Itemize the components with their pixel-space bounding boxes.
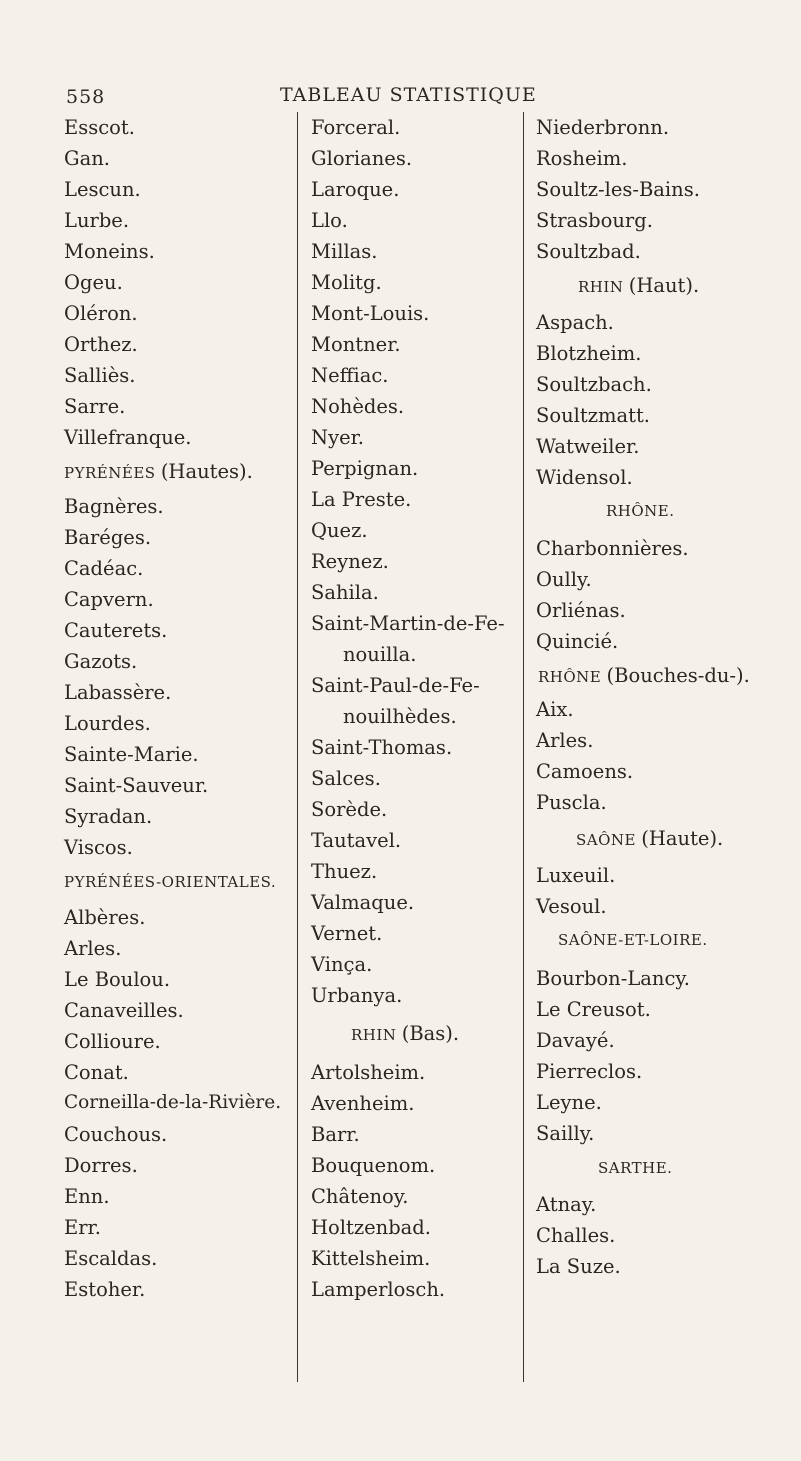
- list-item: Holtzenbad.: [311, 1216, 431, 1239]
- list-item: Leyne.: [536, 1091, 602, 1114]
- list-item: Valmaque.: [311, 891, 415, 914]
- list-item: Quincié.: [536, 630, 619, 653]
- list-item: Thuez.: [311, 860, 378, 883]
- list-item: Couchous.: [64, 1123, 168, 1146]
- list-item: Soultzmatt.: [536, 404, 650, 427]
- list-item: Saint-Sauveur.: [64, 774, 209, 797]
- list-item: Orliénas.: [536, 599, 626, 622]
- list-item: Nohèdes.: [311, 395, 405, 418]
- list-item: Ogeu.: [64, 271, 123, 294]
- list-item: Baréges.: [64, 526, 152, 549]
- list-item: Saint-Paul-de-Fe-: [311, 674, 480, 697]
- list-item: Forceral.: [311, 116, 401, 139]
- list-item: Sailly.: [536, 1122, 595, 1145]
- list-item: Pierreclos.: [536, 1060, 643, 1083]
- list-item: Luxeuil.: [536, 864, 616, 887]
- list-item: Davayé.: [536, 1029, 615, 1052]
- list-item: Albères.: [64, 906, 146, 929]
- list-item: Err.: [64, 1216, 101, 1239]
- list-item: Soultzbach.: [536, 373, 652, 396]
- list-item: Blotzheim.: [536, 342, 642, 365]
- list-item: Vernet.: [311, 922, 383, 945]
- list-item: Corneilla-de-la-Rivière.: [64, 1092, 282, 1113]
- list-item: La Suze.: [536, 1255, 621, 1278]
- list-item: Soultz-les-Bains.: [536, 178, 700, 201]
- list-item: Camoens.: [536, 760, 634, 783]
- list-item: Cadéac.: [64, 557, 144, 580]
- section-heading: RHIN (Haut).: [578, 274, 700, 297]
- list-item: Estoher.: [64, 1278, 146, 1301]
- list-item: Lamperlosch.: [311, 1278, 446, 1301]
- list-item: Watweiler.: [536, 435, 640, 458]
- list-item: Bouquenom.: [311, 1154, 436, 1177]
- list-item: Sorède.: [311, 798, 388, 821]
- list-item: Widensol.: [536, 466, 633, 489]
- list-item: Strasbourg.: [536, 209, 653, 232]
- list-item: Gan.: [64, 147, 110, 170]
- list-item: Moneins.: [64, 240, 155, 263]
- section-heading: SAÔNE-ET-LOIRE.: [558, 931, 708, 949]
- list-item: Llo.: [311, 209, 348, 232]
- list-item: Aix.: [536, 698, 574, 721]
- list-item: Rosheim.: [536, 147, 628, 170]
- list-item: Lurbe.: [64, 209, 130, 232]
- list-item: Glorianes.: [311, 147, 413, 170]
- list-item: Sarre.: [64, 395, 126, 418]
- list-item: Laroque.: [311, 178, 400, 201]
- list-item: Charbonnières.: [536, 537, 689, 560]
- section-heading: RHÔNE (Bouches-du-).: [538, 664, 750, 687]
- list-item: Sahila.: [311, 581, 379, 604]
- section-heading: SAÔNE (Haute).: [576, 827, 724, 850]
- list-item: Viscos.: [64, 836, 133, 859]
- list-item: Sainte-Marie.: [64, 743, 199, 766]
- list-item: Bourbon-Lancy.: [536, 967, 691, 990]
- list-item: Avenheim.: [311, 1092, 415, 1115]
- list-item: Vesoul.: [536, 895, 607, 918]
- list-item: Barr.: [311, 1123, 360, 1146]
- list-item: Montner.: [311, 333, 401, 356]
- section-heading: RHÔNE.: [606, 502, 675, 520]
- list-item: Escaldas.: [64, 1247, 158, 1270]
- list-item: Lescun.: [64, 178, 141, 201]
- list-item: Mont-Louis.: [311, 302, 430, 325]
- column-rule-left: [297, 112, 298, 1382]
- list-item: Collioure.: [64, 1030, 161, 1053]
- list-item: Enn.: [64, 1185, 110, 1208]
- list-item: Arles.: [536, 729, 594, 752]
- list-item: Capvern.: [64, 588, 154, 611]
- running-head: TABLEAU STATISTIQUE: [280, 84, 537, 106]
- list-item: Atnay.: [536, 1193, 597, 1216]
- list-item: Conat.: [64, 1061, 129, 1084]
- list-item: Villefranque.: [64, 426, 192, 449]
- list-item: Kittelsheim.: [311, 1247, 431, 1270]
- section-heading: PYRÉNÉES (Hautes).: [64, 460, 253, 483]
- list-item: Esscot.: [64, 116, 135, 139]
- list-item: Arles.: [64, 937, 122, 960]
- list-item: Soultzbad.: [536, 240, 641, 263]
- list-item: Nyer.: [311, 426, 364, 449]
- list-item: Châtenoy.: [311, 1185, 409, 1208]
- list-item: Puscla.: [536, 791, 607, 814]
- list-item: Challes.: [536, 1224, 616, 1247]
- list-item: Oléron.: [64, 302, 138, 325]
- section-heading: RHIN (Bas).: [351, 1022, 460, 1045]
- list-item: Vinça.: [311, 953, 373, 976]
- list-item: Millas.: [311, 240, 378, 263]
- list-item: Neffiac.: [311, 364, 389, 387]
- list-item: Molitg.: [311, 271, 382, 294]
- list-item: Salces.: [311, 767, 381, 790]
- list-item: Bagnères.: [64, 495, 164, 518]
- page-number: 558: [66, 86, 106, 108]
- list-item: Reynez.: [311, 550, 389, 573]
- list-item: Saint-Thomas.: [311, 736, 453, 759]
- list-item: Oully.: [536, 568, 592, 591]
- section-heading: SARTHE.: [598, 1159, 673, 1177]
- list-item: Aspach.: [536, 311, 614, 334]
- list-item: La Preste.: [311, 488, 412, 511]
- list-item: Orthez.: [64, 333, 138, 356]
- list-item: nouilhèdes.: [343, 705, 457, 728]
- list-item: Le Boulou.: [64, 968, 171, 991]
- list-item: Cauterets.: [64, 619, 168, 642]
- list-item: Labassère.: [64, 681, 172, 704]
- list-item: Gazots.: [64, 650, 138, 673]
- list-item: Lourdes.: [64, 712, 151, 735]
- list-item: Salliès.: [64, 364, 136, 387]
- list-item: Tautavel.: [311, 829, 402, 852]
- list-item: Quez.: [311, 519, 368, 542]
- list-item: Le Creusot.: [536, 998, 651, 1021]
- list-item: Perpignan.: [311, 457, 419, 480]
- list-item: Syradan.: [64, 805, 153, 828]
- section-heading: PYRÉNÉES-ORIENTALES.: [64, 873, 277, 891]
- column-rule-right: [523, 112, 524, 1382]
- list-item: Artolsheim.: [311, 1061, 426, 1084]
- list-item: Dorres.: [64, 1154, 138, 1177]
- list-item: Canaveilles.: [64, 999, 184, 1022]
- list-item: nouilla.: [343, 643, 417, 666]
- list-item: Saint-Martin-de-Fe-: [311, 612, 505, 635]
- list-item: Niederbronn.: [536, 116, 670, 139]
- list-item: Urbanya.: [311, 984, 403, 1007]
